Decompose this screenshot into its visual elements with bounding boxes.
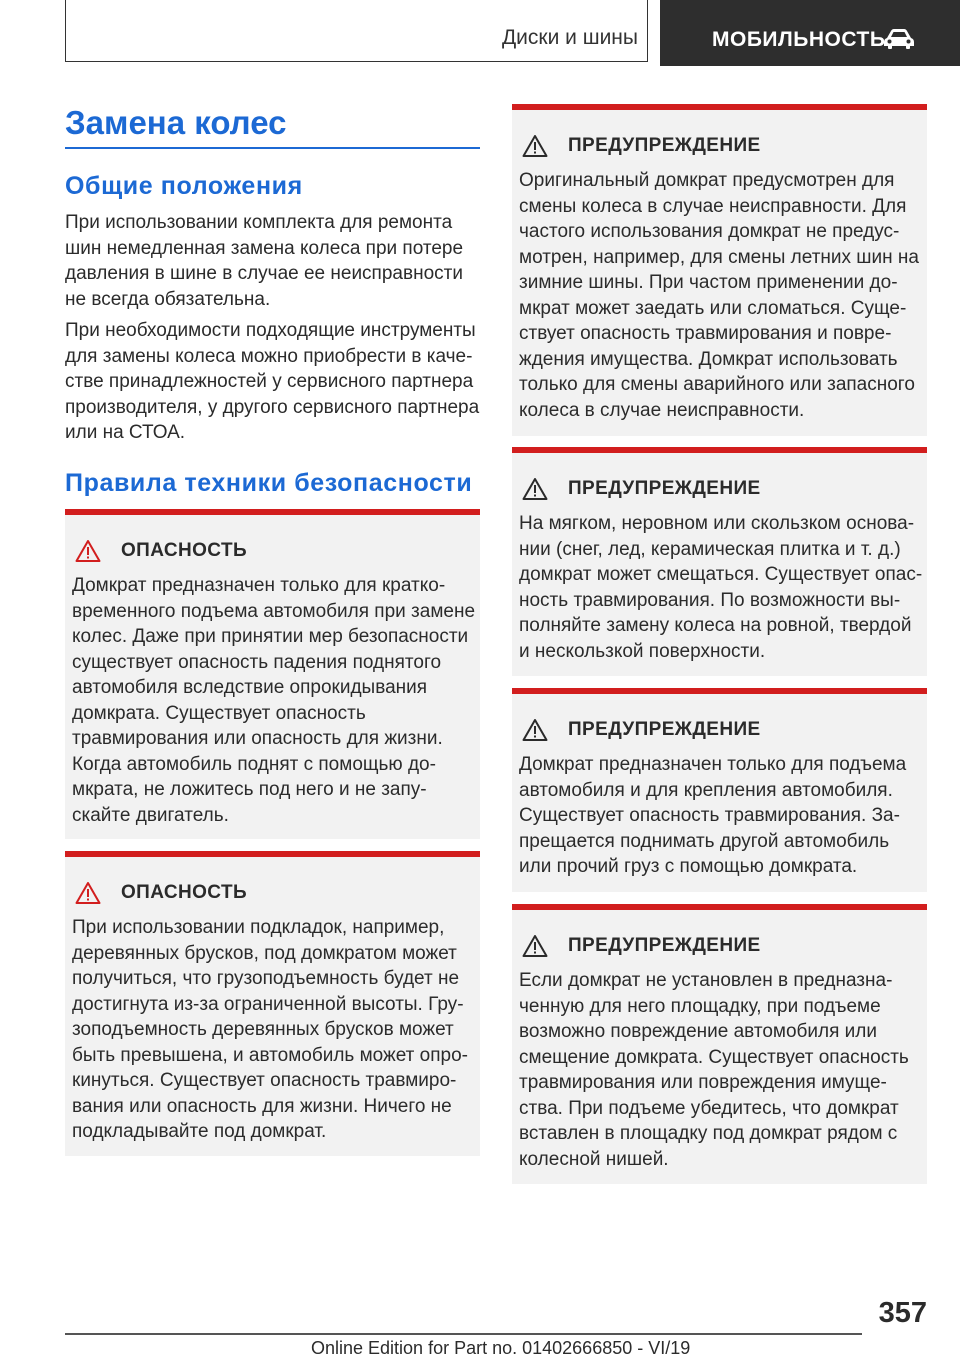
warning-box-4 <box>512 904 927 1184</box>
warning-triangle-icon <box>522 718 548 742</box>
warning-label: ПРЕДУПРЕЖДЕНИЕ <box>568 478 761 499</box>
warning-bar <box>512 904 927 910</box>
warning-box-3 <box>512 688 927 892</box>
general-paragraph-1: При использовании комплекта для ремонта шин немедленная замена колеса при потере давления в шине в случае ее неисправности не всегда обязательна. <box>65 212 464 310</box>
warning-label: ПРЕДУПРЕЖДЕНИЕ <box>568 719 761 740</box>
warning-label: ПРЕДУПРЕЖДЕНИЕ <box>568 135 761 156</box>
danger-bar <box>65 509 480 515</box>
warning-bar <box>512 688 927 694</box>
warning-header <box>522 133 761 159</box>
warning-triangle-icon <box>522 134 548 158</box>
warning-text: Если домкрат не установлен в предназначенную для него площадку, при подъеме возможно повреждение автомобиля или смещение домкрата. Существует опасность травмирования или повреждения имущества. При подъеме убедитесь, что домкрат вставлен в площадку под домкрат рядом с колесной нишей. <box>519 970 909 1170</box>
general-paragraph-2: При необходимости подходящие инструменты для замены колеса можно приобрести в качестве принадлежностей у сервисного партнера производителя, у другого сервисного партнера или на СТОА. <box>65 320 480 443</box>
warning-triangle-icon <box>522 934 548 958</box>
warning-text: На мягком, неровном или скользком основании (снег, лед, керамическая плитка и т. д.) домкрат может смещаться. Существует опасность травмирования. По возможности выполняйте замену колеса на ровной, твердой и нескользкой поверхности. <box>519 513 923 662</box>
header-section-title: Диски и шины <box>501 26 638 49</box>
warning-triangle-icon <box>522 477 548 501</box>
general-heading: Общие положения <box>65 172 303 200</box>
danger-text: При использовании подкладок, например, деревянных брусков, под домкратом может получиться, что грузоподъемность будет не достигнута из-за ограниченной высоты. Грузоподъемность деревянных брусков может быть превышена, и автомобиль может опрокинуться. Существует опасность травмирования или опасность для жизни. Ничего не подкладывайте под домкрат. <box>72 917 468 1142</box>
warning-header <box>522 717 761 743</box>
footer-divider <box>65 1333 862 1335</box>
page-number: 357 <box>878 1297 927 1329</box>
danger-text: Домкрат предназначен только для кратковременного подъема автомобиля при замене колес. Даже при принятии мер безопасности существует опасность падения поднятого автомобиля вследствие опрокидывания домкрата. Существует опасность травмирования или опасность для жизни. Когда автомобиль поднят с помощью домкрата, не ложитесь под него и не запускайте двигатель. <box>72 575 476 826</box>
danger-label: ОПАСНОСТЬ <box>121 882 248 903</box>
warning-header <box>522 933 761 959</box>
warning-text: Оригинальный домкрат предусмотрен для смены колеса в случае неисправности. Для частого использования домкрат не предусмотрен, например, для смены летних шин на зимние шины. При частом применении домкрат может заедать или сломаться. Существует опасность травмирования и повреждения имущества. Домкрат использовать только для смены аварийного или запасного колеса в случае неисправности. <box>519 170 919 421</box>
danger-header <box>75 538 247 564</box>
page-title: Замена колес <box>65 104 287 141</box>
warning-label: ПРЕДУПРЕЖДЕНИЕ <box>568 935 761 956</box>
warning-triangle-icon <box>75 539 101 563</box>
warning-header <box>522 476 761 502</box>
car-icon <box>883 28 915 55</box>
danger-box-1 <box>65 509 480 839</box>
danger-box-2 <box>65 851 480 1156</box>
warning-bar <box>512 447 927 453</box>
warning-triangle-icon <box>75 881 101 905</box>
edition-note: Online Edition for Part no. 01402666850 - VI/19 <box>311 1338 691 1358</box>
header-chapter-tab <box>660 0 960 66</box>
title-divider <box>65 147 480 149</box>
danger-header <box>75 880 247 906</box>
danger-label: ОПАСНОСТЬ <box>121 540 248 561</box>
warning-box-1 <box>512 104 927 436</box>
header-chapter-title: МОБИЛЬНОСТЬ <box>712 28 886 51</box>
warning-bar <box>512 104 927 110</box>
warning-box-2 <box>512 447 927 676</box>
warning-text: Домкрат предназначен только для подъема автомобиля и для крепления автомобиля. Существует опасность травмирования. Запрещается поднимать другой автомобиль или прочий груз с помощью домкрата. <box>519 754 907 877</box>
danger-bar <box>65 851 480 857</box>
safety-heading: Правила техники безопасности <box>65 469 473 497</box>
